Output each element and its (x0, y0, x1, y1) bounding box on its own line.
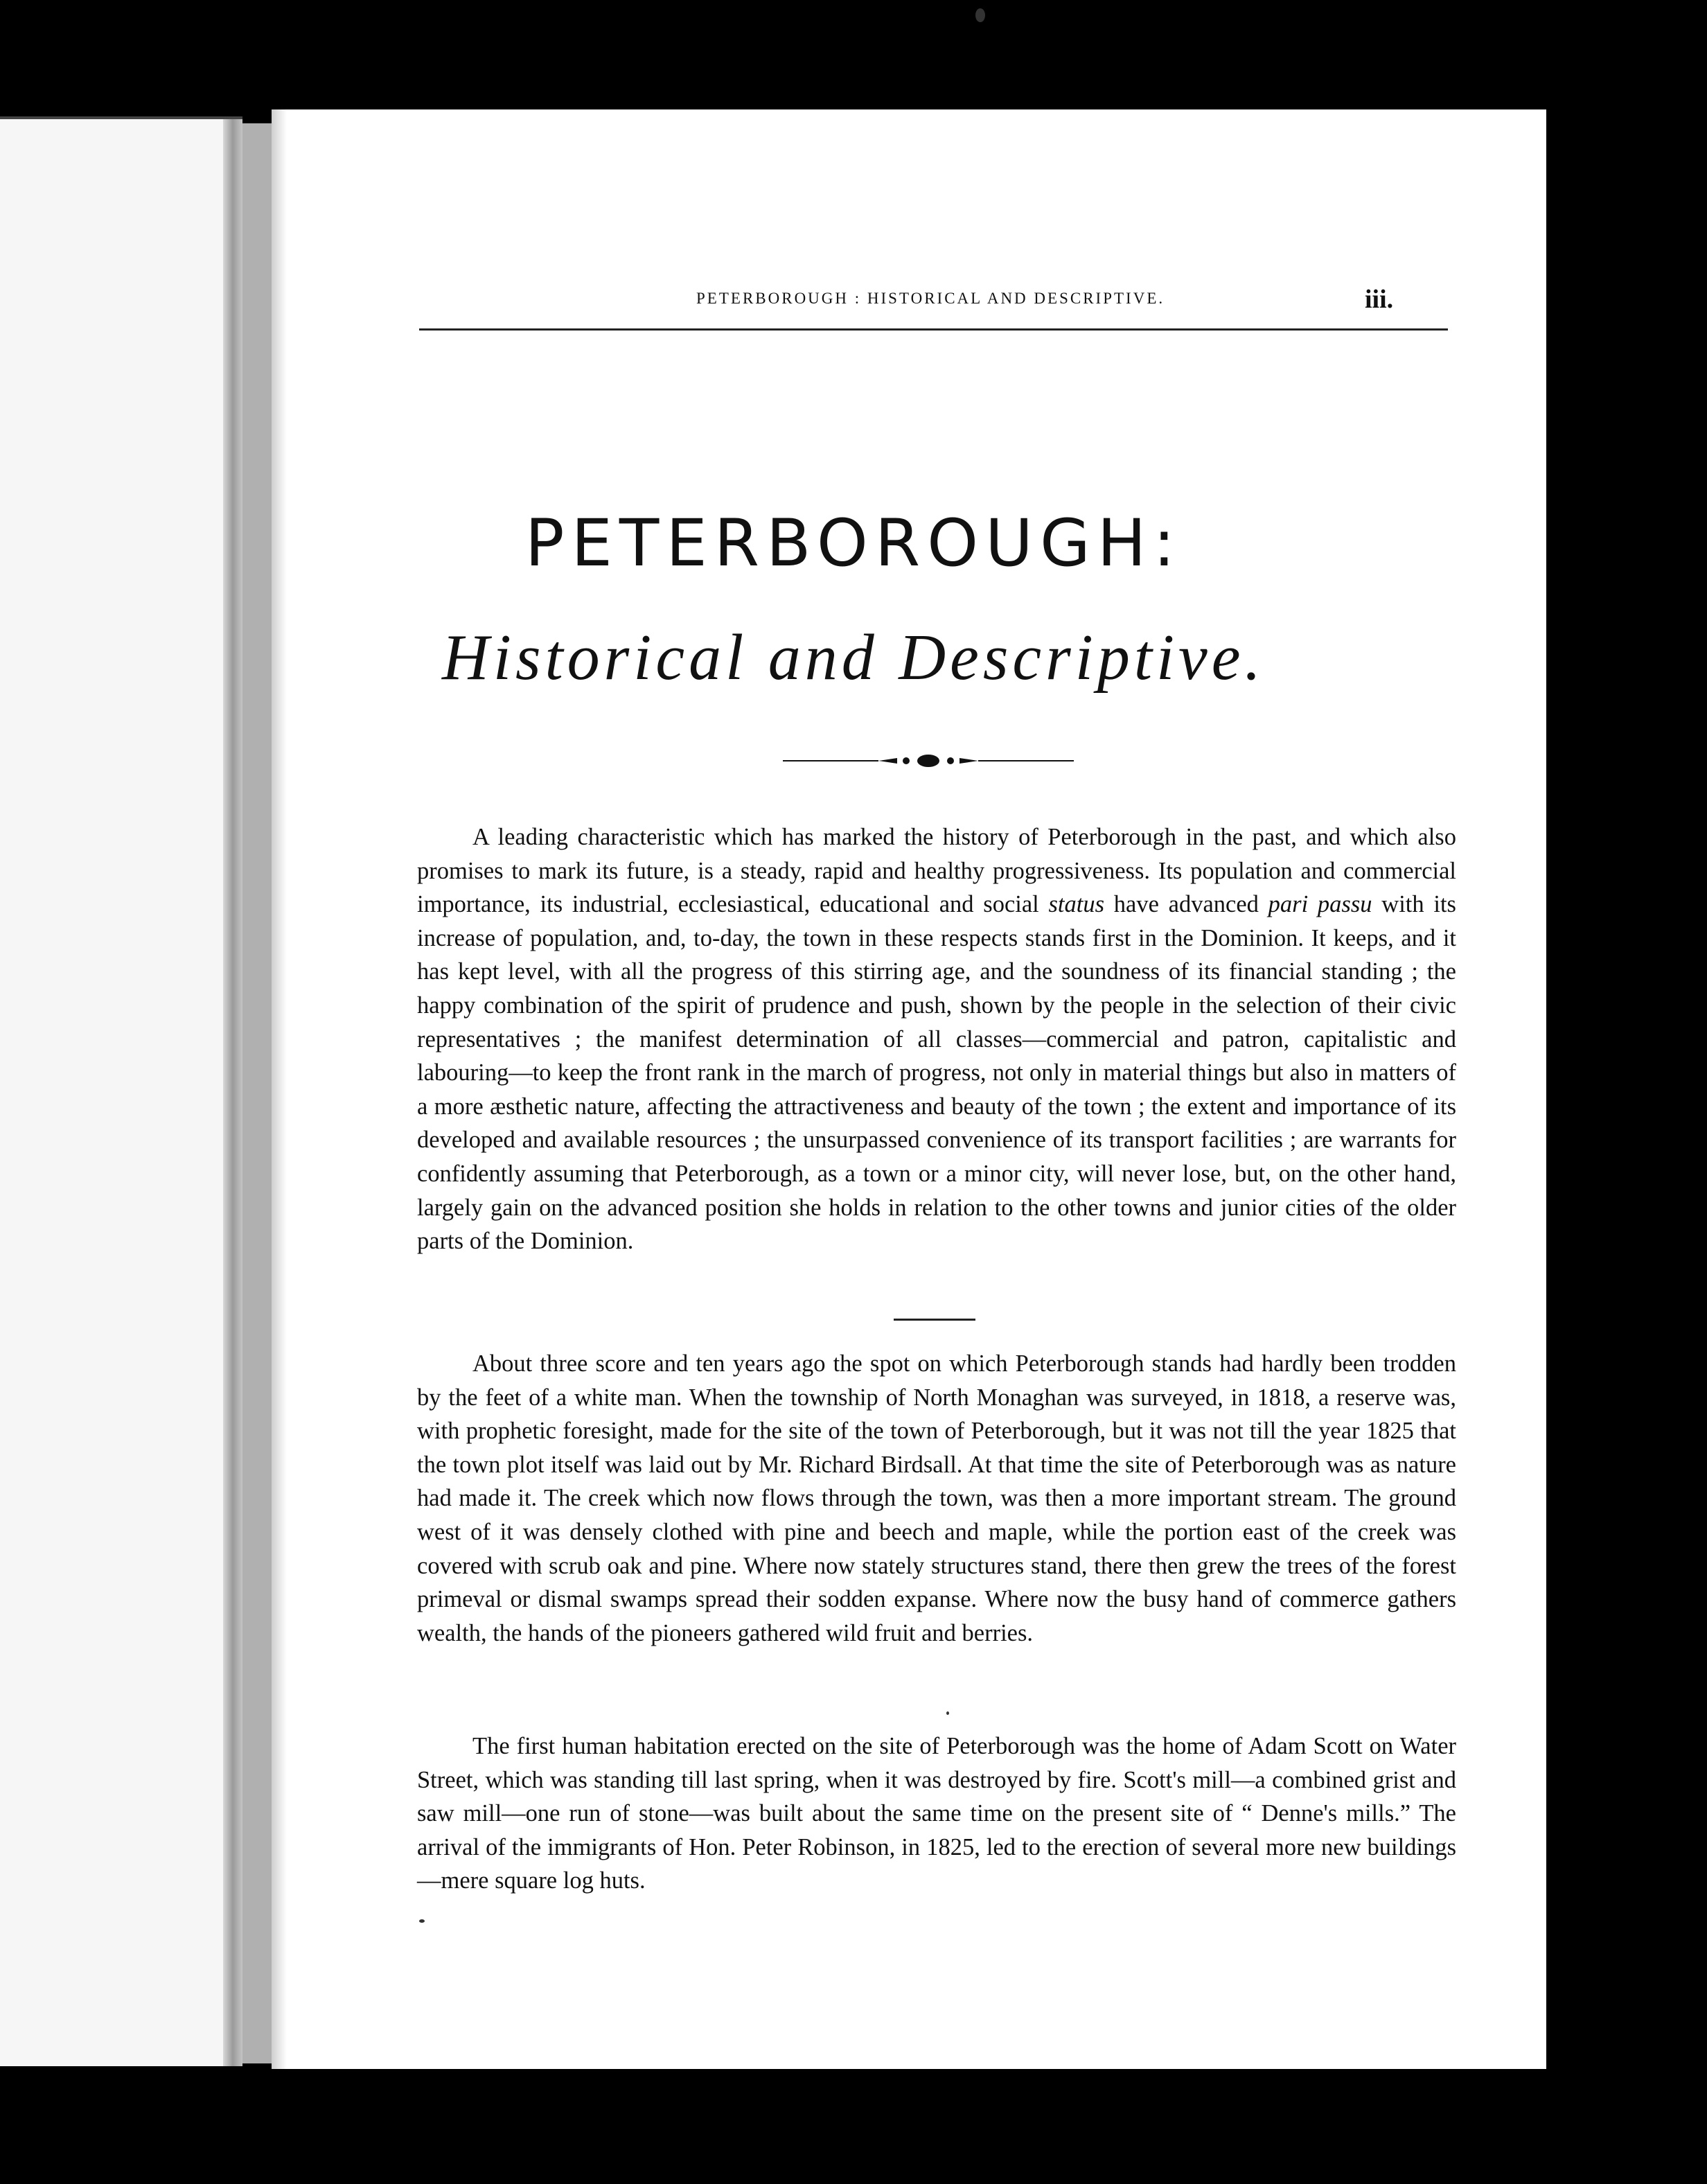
paragraph-1-text-b: have advanced (1104, 891, 1268, 918)
paragraph-3-text: The first human habitation erected on the site of Peterborough was the home of Adam Scott on Water Street, which was standing till last spring, when it was destroyed by fire. Scott's mill—a combined grist and saw mill—one run of stone—was built about the same time on the present site of “ Denne's mills.” The arrival of the immigrants of Hon. Peter Robinson, in 1825, led to the erection of several more new buildings—mere square log huts. (417, 1733, 1456, 1894)
ink-speck (946, 1711, 949, 1715)
header-rule (419, 328, 1448, 331)
book-gutter (242, 123, 272, 2063)
page-title: PETERBOROUGH: (524, 506, 1183, 581)
page-number: iii. (1365, 285, 1394, 314)
ink-speck (419, 1919, 425, 1923)
facing-page-edge (223, 119, 242, 2066)
ornament-divider-icon (783, 750, 1074, 772)
page-subtitle: Historical and Descriptive. (441, 622, 1265, 694)
paragraph-1 (417, 820, 1456, 1258)
section-divider (894, 1319, 975, 1321)
italic-pari-passu: pari passu (1268, 891, 1372, 918)
ink-speck (975, 8, 985, 22)
running-head: PETERBOROUGH : HISTORICAL AND DESCRIPTIVE. (696, 290, 1165, 307)
paragraph-2 (417, 1347, 1456, 1650)
paragraph-1-text-c: with its increase of population, and, to-day, the town in these respects stands first in the Dominion. It keeps, and it has kept level, with all the progress of this stirring age, and the soundness of its financial standing ; the happy combination of the spirit of prudence and push, shown by the people in the selection of their civic representatives ; the manifest determination of all classes—commercial and patron, capitalistic and labouring—to keep the front rank in the march of progress, not only in material things but also in matters of a more æsthetic nature, affecting the attractiveness and beauty of the town ; the extent and importance of its developed and available resources ; the unsurpassed convenience of its transport facilities ; are warrants for confidently assuming that Peterborough, as a town or a minor city, will never lose, but, on the other hand, largely gain on the advanced position she holds in relation to the other towns and junior cities of the older parts of the Dominion. (417, 891, 1456, 1255)
facing-page (0, 116, 242, 2066)
italic-status: status (1048, 891, 1105, 918)
paragraph-2-text: About three score and ten years ago the spot on which Peterborough stands had hardly been trodden by the feet of a white man. When the township of North Monaghan was surveyed, in 1818, a reserve was, with prophetic foresight, made for the site of the town of Peterborough, but it was not till the year 1825 that the town plot itself was laid out by Mr. Richard Birdsall. At that time the site of Peterborough was as nature had made it. The creek which now flows through the town, was then a more important stream. The ground west of it was densely clothed with pine and beech and maple, while the portion east of the creek was covered with scrub oak and pine. Where now stately structures stand, there then grew the trees of the forest primeval or dismal swamps spread their sodden expanse. Where now the busy hand of commerce gathers wealth, the hands of the pioneers gathered wild fruit and berries. (417, 1350, 1456, 1646)
paragraph-1-text-a: A leading characteristic which has marked the history of Peterborough in the past, and which also promises to mark its future, is a steady, rapid and healthy progressiveness. Its population and commercial importance, its industrial, ecclesiastical, educational and social (417, 824, 1456, 918)
page-shadow (272, 109, 287, 2069)
paragraph-3 (417, 1729, 1456, 1898)
